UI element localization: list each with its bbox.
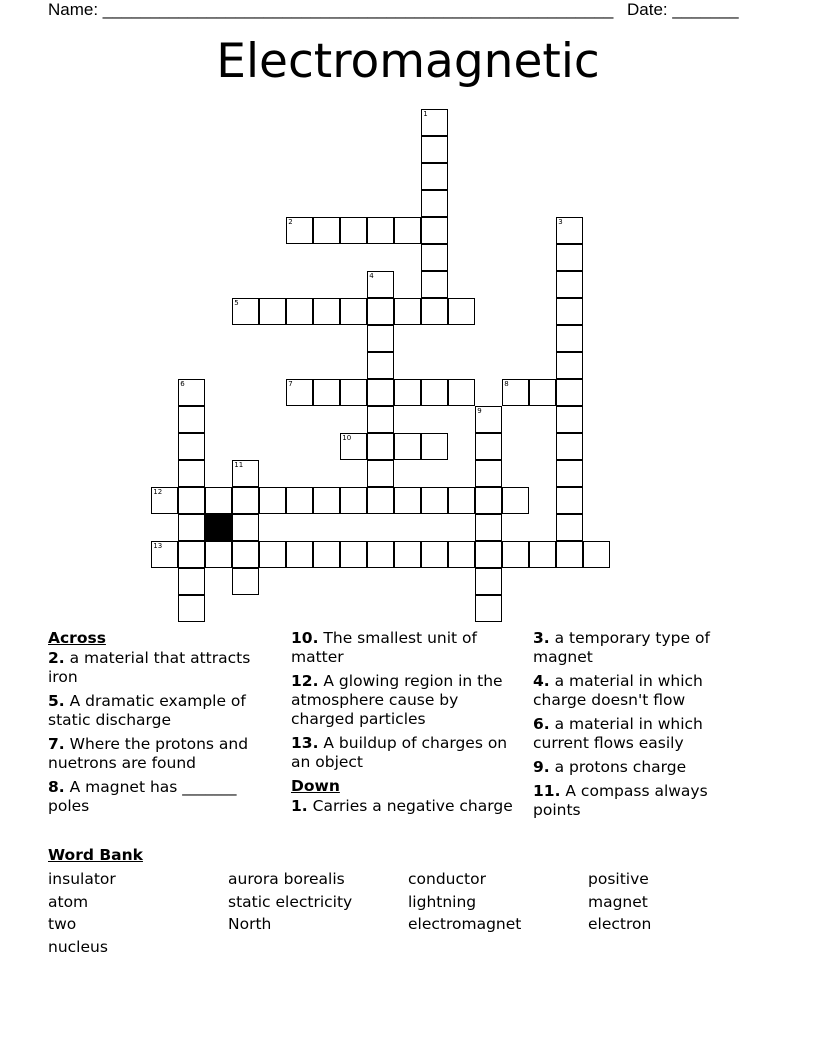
grid-cell[interactable] xyxy=(259,487,286,514)
grid-cell[interactable] xyxy=(367,379,394,406)
clue-number: 7. xyxy=(48,735,65,753)
grid-cell[interactable] xyxy=(205,487,232,514)
clue-text: a protons charge xyxy=(554,758,687,776)
grid-cell[interactable] xyxy=(286,487,313,514)
clue-text: a temporary type of magnet xyxy=(533,629,710,666)
grid-cell[interactable] xyxy=(151,541,178,568)
clue-down-1 xyxy=(291,797,516,816)
grid-cell[interactable] xyxy=(367,433,394,460)
grid-cell[interactable] xyxy=(367,460,394,487)
grid-cell[interactable] xyxy=(529,541,556,568)
clue-text: a material that attracts iron xyxy=(48,649,251,686)
grid-cell[interactable] xyxy=(232,568,259,595)
grid-cell[interactable] xyxy=(394,298,421,325)
name-field-label: Name: ______________________________________________________ xyxy=(48,0,614,19)
word-bank-item: magnet xyxy=(588,892,648,911)
word-bank-item: aurora borealis xyxy=(228,870,345,888)
clue-text: Carries a negative charge xyxy=(312,797,513,815)
black-cell xyxy=(205,514,232,541)
grid-cell[interactable] xyxy=(286,298,313,325)
grid-cell[interactable] xyxy=(178,460,205,487)
word-bank-item: electromagnet xyxy=(408,915,522,933)
grid-cell[interactable] xyxy=(556,244,583,271)
grid-cell[interactable] xyxy=(313,487,340,514)
grid-cell[interactable] xyxy=(556,271,583,298)
clue-down-4 xyxy=(533,672,758,710)
clues-column-3 xyxy=(533,629,758,825)
clue-across-12 xyxy=(291,672,516,729)
grid-cell[interactable] xyxy=(394,433,421,460)
grid-cell[interactable] xyxy=(313,217,340,244)
word-bank-item: conductor xyxy=(408,870,486,888)
clue-down-3 xyxy=(533,629,758,667)
grid-cell[interactable] xyxy=(232,298,259,325)
grid-cell[interactable] xyxy=(475,433,502,460)
grid-cell[interactable] xyxy=(421,190,448,217)
clue-number: 12. xyxy=(291,672,319,690)
clue-number: 2. xyxy=(48,649,65,667)
grid-cell[interactable] xyxy=(448,379,475,406)
grid-cell[interactable] xyxy=(448,487,475,514)
grid-cell[interactable] xyxy=(421,379,448,406)
grid-cell[interactable] xyxy=(286,541,313,568)
clue-number: 6. xyxy=(533,715,550,733)
clue-across-2 xyxy=(48,649,273,687)
grid-cell[interactable] xyxy=(340,433,367,460)
clue-down-9 xyxy=(533,758,758,777)
word-bank-item: positive xyxy=(588,870,649,888)
grid-cell[interactable] xyxy=(178,568,205,595)
grid-cell[interactable] xyxy=(502,541,529,568)
clue-text: A dramatic example of static discharge xyxy=(48,692,246,729)
grid-cell[interactable] xyxy=(556,352,583,379)
grid-cell[interactable] xyxy=(502,379,529,406)
cell-number: 1 xyxy=(423,110,428,119)
grid-cell[interactable] xyxy=(367,487,394,514)
cell-number: 8 xyxy=(504,380,509,389)
grid-cell[interactable] xyxy=(340,379,367,406)
grid-cell[interactable] xyxy=(556,487,583,514)
grid-cell[interactable] xyxy=(178,433,205,460)
clue-number: 1. xyxy=(291,797,308,815)
grid-cell[interactable] xyxy=(178,514,205,541)
clue-across-8 xyxy=(48,778,273,816)
grid-cell[interactable] xyxy=(421,487,448,514)
down-heading: Down xyxy=(291,777,340,795)
grid-cell[interactable] xyxy=(421,136,448,163)
grid-cell[interactable] xyxy=(475,595,502,622)
cell-number: 13 xyxy=(153,542,163,551)
grid-cell[interactable] xyxy=(178,595,205,622)
grid-cell[interactable] xyxy=(340,298,367,325)
grid-cell[interactable] xyxy=(232,460,259,487)
grid-cell[interactable] xyxy=(448,298,475,325)
grid-cell[interactable] xyxy=(340,541,367,568)
page-title: Electromagnetic xyxy=(216,34,600,89)
grid-cell[interactable] xyxy=(475,514,502,541)
grid-cell[interactable] xyxy=(340,487,367,514)
grid-cell[interactable] xyxy=(421,298,448,325)
grid-cell[interactable] xyxy=(475,406,502,433)
word-bank-item: nucleus xyxy=(48,937,108,956)
across-heading: Across xyxy=(48,629,106,647)
grid-cell[interactable] xyxy=(556,460,583,487)
clue-text: A compass always points xyxy=(533,782,708,819)
clue-text: A glowing region in the atmosphere cause by charged particles xyxy=(291,672,503,728)
grid-cell[interactable] xyxy=(259,298,286,325)
cell-number: 5 xyxy=(234,299,239,308)
grid-cell[interactable] xyxy=(367,325,394,352)
word-bank-heading: Word Bank xyxy=(48,846,143,864)
clue-text: a material in which charge doesn't flow xyxy=(533,672,703,709)
cell-number: 7 xyxy=(288,380,293,389)
clue-down-6 xyxy=(533,715,758,753)
grid-cell[interactable] xyxy=(475,541,502,568)
grid-cell[interactable] xyxy=(394,217,421,244)
grid-cell[interactable] xyxy=(340,217,367,244)
grid-cell[interactable] xyxy=(205,541,232,568)
grid-cell[interactable] xyxy=(232,541,259,568)
grid-cell[interactable] xyxy=(421,433,448,460)
grid-cell[interactable] xyxy=(394,487,421,514)
clues-column-2 xyxy=(291,629,516,821)
grid-cell[interactable] xyxy=(286,217,313,244)
clue-across-10 xyxy=(291,629,516,667)
grid-cell[interactable] xyxy=(178,406,205,433)
grid-cell[interactable] xyxy=(178,379,205,406)
clue-number: 4. xyxy=(533,672,550,690)
word-bank-item: atom xyxy=(48,892,89,911)
grid-cell[interactable] xyxy=(232,487,259,514)
grid-cell[interactable] xyxy=(178,541,205,568)
grid-cell[interactable] xyxy=(259,541,286,568)
clues-column-1 xyxy=(48,629,273,821)
grid-cell[interactable] xyxy=(475,460,502,487)
grid-cell[interactable] xyxy=(313,541,340,568)
grid-cell[interactable] xyxy=(394,379,421,406)
grid-cell[interactable] xyxy=(232,514,259,541)
clue-number: 9. xyxy=(533,758,550,776)
grid-cell[interactable] xyxy=(367,271,394,298)
clue-across-7 xyxy=(48,735,273,773)
grid-cell[interactable] xyxy=(421,244,448,271)
word-bank-item: lightning xyxy=(408,892,477,911)
grid-cell[interactable] xyxy=(178,487,205,514)
clue-number: 8. xyxy=(48,778,65,796)
grid-cell[interactable] xyxy=(367,541,394,568)
grid-cell[interactable] xyxy=(502,487,529,514)
cell-number: 3 xyxy=(558,218,563,227)
cell-number: 12 xyxy=(153,488,163,497)
grid-cell[interactable] xyxy=(556,298,583,325)
grid-cell[interactable] xyxy=(394,541,421,568)
clue-number: 5. xyxy=(48,692,65,710)
word-bank-item: electron xyxy=(588,915,652,933)
cell-number: 4 xyxy=(369,272,374,281)
clue-text: A magnet has _______ poles xyxy=(48,778,237,815)
grid-cell[interactable] xyxy=(421,541,448,568)
date-field-label: Date: _______ xyxy=(627,0,739,19)
clue-number: 11. xyxy=(533,782,561,800)
grid-cell[interactable] xyxy=(556,541,583,568)
grid-cell[interactable] xyxy=(529,379,556,406)
cell-number: 11 xyxy=(234,461,244,470)
clue-number: 10. xyxy=(291,629,319,647)
clue-text: A buildup of charges on an object xyxy=(291,734,508,771)
grid-cell[interactable] xyxy=(367,352,394,379)
clue-text: a material in which current flows easily xyxy=(533,715,703,752)
grid-cell[interactable] xyxy=(421,163,448,190)
clue-text: The smallest unit of matter xyxy=(291,629,477,666)
grid-cell[interactable] xyxy=(556,406,583,433)
grid-cell[interactable] xyxy=(556,217,583,244)
grid-cell[interactable] xyxy=(367,217,394,244)
word-bank-item: static electricity xyxy=(228,892,353,911)
cell-number: 9 xyxy=(477,407,482,416)
clue-across-5 xyxy=(48,692,273,730)
grid-cell[interactable] xyxy=(583,541,610,568)
grid-cell[interactable] xyxy=(556,514,583,541)
clue-down-11 xyxy=(533,782,758,820)
grid-cell[interactable] xyxy=(367,406,394,433)
cell-number: 10 xyxy=(342,434,352,443)
grid-cell[interactable] xyxy=(448,541,475,568)
word-bank-item: insulator xyxy=(48,870,116,888)
grid-cell[interactable] xyxy=(313,379,340,406)
word-bank-item: North xyxy=(228,915,272,933)
cell-number: 6 xyxy=(180,380,185,389)
grid-cell[interactable] xyxy=(421,271,448,298)
grid-cell[interactable] xyxy=(556,325,583,352)
grid-cell[interactable] xyxy=(421,109,448,136)
grid-cell[interactable] xyxy=(421,217,448,244)
grid-cell[interactable] xyxy=(313,298,340,325)
clue-number: 3. xyxy=(533,629,550,647)
clue-across-13 xyxy=(291,734,516,772)
grid-cell[interactable] xyxy=(556,379,583,406)
grid-cell[interactable] xyxy=(151,487,178,514)
word-bank-item: two xyxy=(48,915,77,933)
clue-text: Where the protons and nuetrons are found xyxy=(48,735,249,772)
grid-cell[interactable] xyxy=(475,487,502,514)
cell-number: 2 xyxy=(288,218,293,227)
grid-cell[interactable] xyxy=(475,568,502,595)
grid-cell[interactable] xyxy=(286,379,313,406)
word-bank xyxy=(48,868,768,958)
grid-cell[interactable] xyxy=(556,433,583,460)
grid-cell[interactable] xyxy=(367,298,394,325)
clue-number: 13. xyxy=(291,734,319,752)
